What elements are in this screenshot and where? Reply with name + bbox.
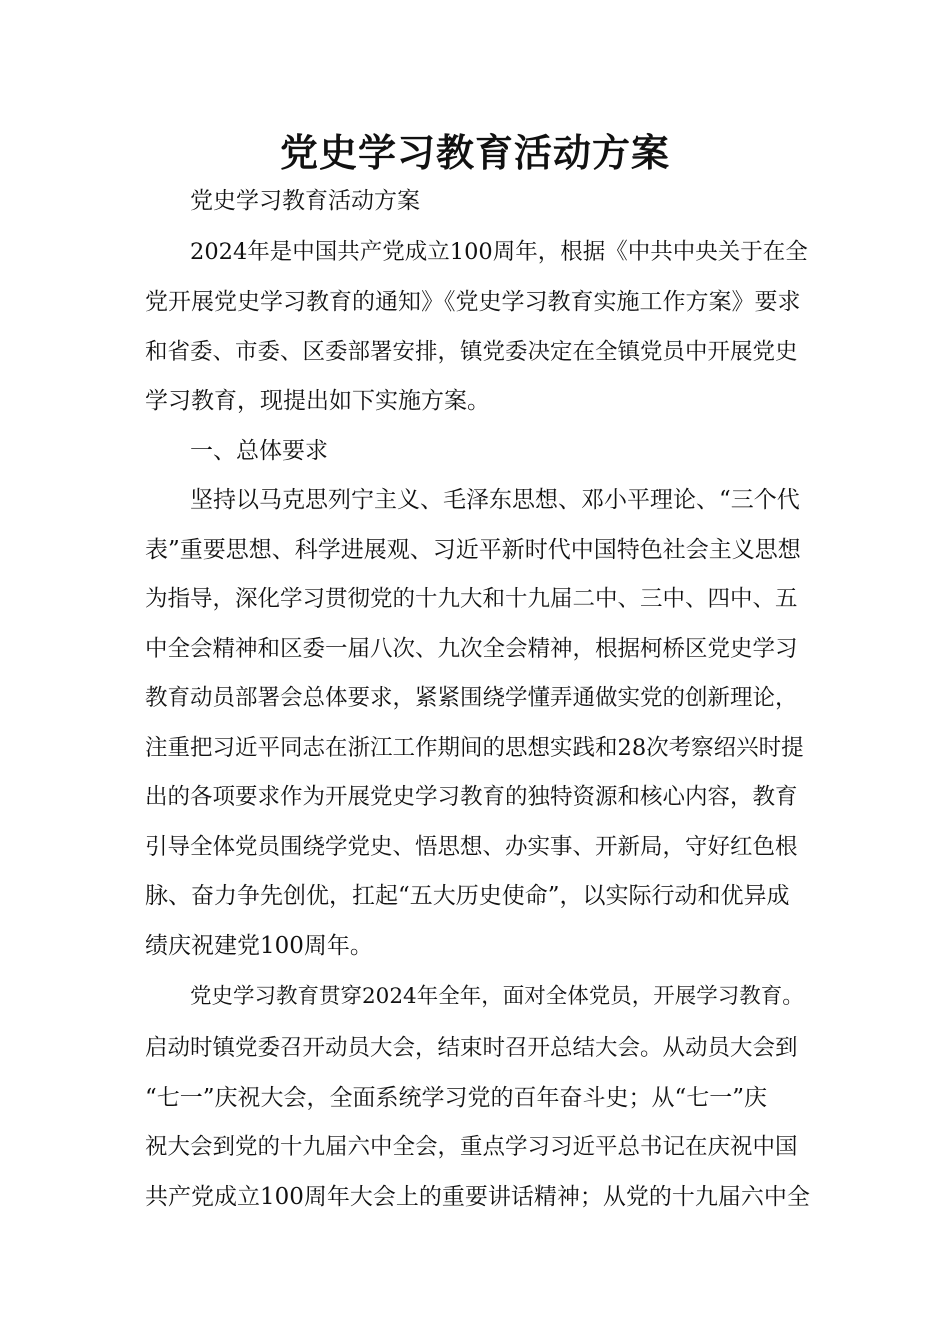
paragraph-line: 和省委、市委、区委部署安排，镇党委决定在全镇党员中开展党史 — [145, 339, 798, 365]
paragraph-line: 中全会精神和区委一届八次、九次全会精神，根据柯桥区党史学习 — [145, 636, 798, 662]
paragraph-line: 党史学习教育贯穿2024年全年，面对全体党员，开展学习教育。 — [190, 984, 804, 1009]
paragraph-line: 坚持以马克思列宁主义、毛泽东思想、邓小平理论、“三个代 — [190, 487, 800, 513]
paragraph-line: 脉、奋力争先创优，扛起“五大历史使命”，以实际行动和优异成 — [145, 883, 790, 909]
paragraph-line: 绩庆祝建党100周年。 — [145, 933, 373, 959]
paragraph-line: 注重把习近平同志在浙江工作期间的思想实践和28次考察绍兴时提 — [145, 735, 804, 761]
document-title: 党史学习教育活动方案 — [279, 131, 670, 175]
paragraph-line: 共产党成立100周年大会上的重要讲话精神；从党的十九届六中全 — [145, 1184, 810, 1210]
paragraph-line: 2024年是中国共产党成立100周年，根据《中共中央关于在全 — [190, 239, 808, 265]
paragraph-line: “七一”庆祝大会，全面系统学习党的百年奋斗史；从“七一”庆 — [145, 1085, 768, 1111]
paragraph-line: 启动时镇党委召开动员大会，结束时召开总结大会。从动员大会到 — [145, 1035, 798, 1061]
paragraph-line: 引导全体党员围绕学党史、悟思想、办实事、开新局，守好红色根 — [145, 834, 798, 860]
paragraph-line: 学习教育，现提出如下实施方案。 — [145, 388, 490, 414]
paragraph-line: 出的各项要求作为开展党史学习教育的独特资源和核心内容，教育 — [145, 784, 798, 810]
paragraph-line: 表”重要思想、科学进展观、习近平新时代中国特色社会主义思想 — [145, 537, 801, 563]
paragraph-line: 教育动员部署会总体要求，紧紧围绕学懂弄通做实党的创新理论， — [145, 685, 798, 711]
section-heading: 一、总体要求 — [190, 438, 328, 464]
paragraph-line: 党开展党史学习教育的通知》《党史学习教育实施工作方案》要求 — [145, 289, 801, 315]
paragraph-line: 为指导，深化学习贯彻党的十九大和十九届二中、三中、四中、五 — [145, 586, 798, 612]
subtitle-line: 党史学习教育活动方案 — [190, 188, 420, 214]
paragraph-line: 祝大会到党的十九届六中全会，重点学习习近平总书记在庆祝中国 — [145, 1134, 798, 1160]
